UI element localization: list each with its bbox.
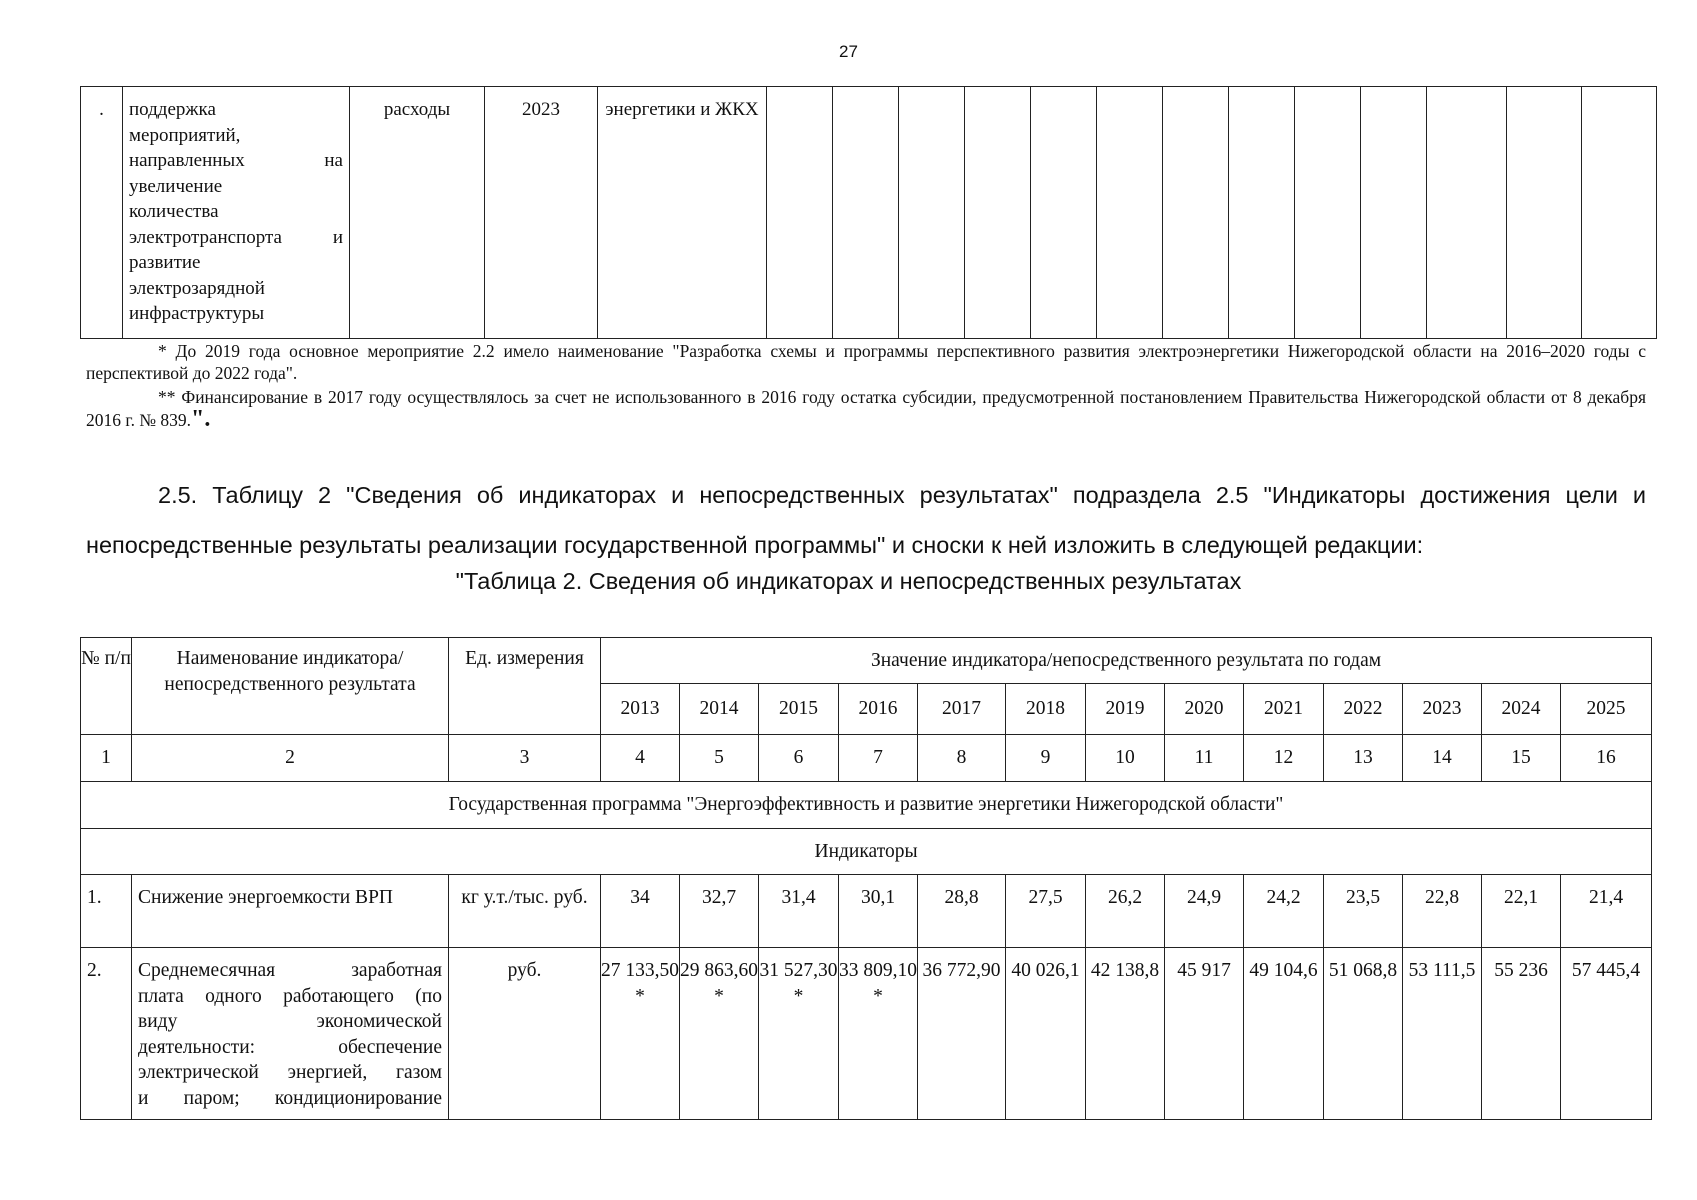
row-value: 24,9 xyxy=(1165,875,1244,948)
row-name xyxy=(132,948,449,1120)
row-value: 33 809,10 * xyxy=(839,948,918,1120)
col-number: 8 xyxy=(918,735,1006,782)
row-value: 28,8 xyxy=(918,875,1006,948)
row-value: 30,1 xyxy=(839,875,918,948)
col-number: 6 xyxy=(759,735,839,782)
row-name-line: плата одного работающего (по xyxy=(138,985,442,1007)
cont-name-line: направленных на xyxy=(129,150,343,171)
header-num: № п/п xyxy=(81,638,132,735)
row-value: 42 138,8 xyxy=(1086,948,1165,1120)
row-name-line: виду экономической xyxy=(138,1011,442,1032)
col-number: 1 xyxy=(81,735,132,782)
year-cell: 2025 xyxy=(1561,684,1652,735)
year-cell: 2024 xyxy=(1482,684,1561,735)
row-value: 36 772,90 xyxy=(918,948,1006,1120)
footnote-2-text: ** Финансирование в 2017 году осуществлялось за счет не использованного в 2016 году остатка субсидии, предусмотренной постановлением Правительства Нижегородской области от 8 декабря 2016 г. № 839. xyxy=(86,387,1646,430)
row-value: 40 026,1 xyxy=(1006,948,1086,1120)
footnotes xyxy=(86,340,1646,431)
col-number: 11 xyxy=(1165,735,1244,782)
col-number: 14 xyxy=(1403,735,1482,782)
row-value: 57 445,4 xyxy=(1561,948,1652,1120)
cont-name-line: электрозарядной xyxy=(129,277,265,299)
cont-empty-cell xyxy=(1163,87,1229,339)
closing-quote: ". xyxy=(191,406,211,432)
col-number: 10 xyxy=(1086,735,1165,782)
cont-empty-cell xyxy=(1097,87,1163,339)
year-cell: 2014 xyxy=(680,684,759,735)
cont-empty-cell xyxy=(833,87,899,339)
row-name-line: и паром; кондиционирование xyxy=(138,1087,442,1109)
year-cell: 2020 xyxy=(1165,684,1244,735)
year-cell: 2018 xyxy=(1006,684,1086,735)
col-number: 4 xyxy=(601,735,680,782)
indicators-section-title: Индикаторы xyxy=(81,829,1652,875)
cont-name-line: поддержка xyxy=(129,99,216,120)
row-value: 29 863,60 * xyxy=(680,948,759,1120)
row-value: 31,4 xyxy=(759,875,839,948)
year-cell: 2013 xyxy=(601,684,680,735)
row-value: 22,1 xyxy=(1482,875,1561,948)
header-unit: Ед. измерения xyxy=(449,638,601,735)
amendment-text: 2.5. Таблицу 2 "Сведения об индикаторах и непосредственных результатах" подраздела 2.5 "Индикаторы достижения цели и непосредственные результаты реализации государственной программы" и сноски к ней изложить в следующей редакции: xyxy=(86,482,1646,558)
cont-name-line: инфраструктуры xyxy=(129,303,265,324)
row-value: 27 133,50 * xyxy=(601,948,680,1120)
cont-name-cell xyxy=(123,87,350,339)
footnote-1: * До 2019 года основное мероприятие 2.2 имело наименование "Разработка схемы и программы перспективного развития электроэнергетики Нижегородской области на 2016–2020 годы с перспективой до 2022 года". xyxy=(86,341,1646,383)
cont-type-cell: расходы xyxy=(350,87,485,339)
cont-empty-cell xyxy=(899,87,965,339)
year-cell: 2015 xyxy=(759,684,839,735)
year-cell: 2023 xyxy=(1403,684,1482,735)
year-cell: 2022 xyxy=(1324,684,1403,735)
header-name: Наименование индикатора/непосредственного результата xyxy=(132,638,449,735)
row-value: 22,8 xyxy=(1403,875,1482,948)
col-number: 7 xyxy=(839,735,918,782)
cont-empty-cell xyxy=(767,87,833,339)
table-row xyxy=(81,948,1652,1120)
page-number: 27 xyxy=(839,42,858,61)
col-number: 5 xyxy=(680,735,759,782)
row-unit: кг у.т./тыс. руб. xyxy=(449,875,601,948)
cont-empty-cell xyxy=(1031,87,1097,339)
year-cell: 2016 xyxy=(839,684,918,735)
cont-num-cell: . xyxy=(81,87,123,339)
row-value: 26,2 xyxy=(1086,875,1165,948)
col-number: 2 xyxy=(132,735,449,782)
indicators-section-row xyxy=(81,829,1652,875)
cont-empty-cell xyxy=(1427,87,1507,339)
row-value: 34 xyxy=(601,875,680,948)
row-value: 53 111,5 xyxy=(1403,948,1482,1120)
cont-name-line: увеличение xyxy=(129,175,223,197)
row-num: 2. xyxy=(81,948,132,1120)
row-value: 51 068,8 xyxy=(1324,948,1403,1120)
continuation-table xyxy=(80,86,1657,339)
row-value: 21,4 xyxy=(1561,875,1652,948)
cont-executor-cell: энергетики и ЖКХ xyxy=(598,87,767,339)
col-number: 12 xyxy=(1244,735,1324,782)
col-number: 15 xyxy=(1482,735,1561,782)
table-title: "Таблица 2. Сведения об индикаторах и непосредственных результатах xyxy=(455,568,1242,594)
cont-empty-cell xyxy=(965,87,1031,339)
row-value: 23,5 xyxy=(1324,875,1403,948)
cont-empty-cell xyxy=(1295,87,1361,339)
row-value: 31 527,30 * xyxy=(759,948,839,1120)
col-number: 3 xyxy=(449,735,601,782)
cont-empty-cell xyxy=(1229,87,1295,339)
column-numbers-row xyxy=(81,735,1652,782)
cont-empty-cell xyxy=(1361,87,1427,339)
program-title: Государственная программа "Энергоэффективность и развитие энергетики Нижегородской области" xyxy=(81,782,1652,829)
cont-name-line: мероприятий, xyxy=(129,124,241,146)
col-number: 16 xyxy=(1561,735,1652,782)
header-row xyxy=(81,638,1652,684)
indicators-table xyxy=(80,637,1652,1120)
cont-name-line: количества xyxy=(129,201,219,222)
row-value: 49 104,6 xyxy=(1244,948,1324,1120)
row-unit: руб. xyxy=(449,948,601,1120)
header-values: Значение индикатора/непосредственного результата по годам xyxy=(601,638,1652,684)
row-value: 55 236 xyxy=(1482,948,1561,1120)
row-value: 24,2 xyxy=(1244,875,1324,948)
row-value: 45 917 xyxy=(1165,948,1244,1120)
row-name-line: электрической энергией, газом xyxy=(138,1062,442,1083)
footnote-2 xyxy=(86,386,1646,431)
cont-name-line: электротранспорта и xyxy=(129,226,343,248)
amendment-paragraph xyxy=(86,470,1646,570)
row-name-line: Среднемесячная заработная xyxy=(138,960,442,981)
row-name: Снижение энергоемкости ВРП xyxy=(132,875,449,948)
row-num: 1. xyxy=(81,875,132,948)
continuation-row xyxy=(81,87,1657,339)
table-row xyxy=(81,875,1652,948)
program-row xyxy=(81,782,1652,829)
year-cell: 2021 xyxy=(1244,684,1324,735)
cont-year-cell: 2023 xyxy=(485,87,598,339)
cont-name-line: развитие xyxy=(129,252,201,273)
row-value: 32,7 xyxy=(680,875,759,948)
col-number: 13 xyxy=(1324,735,1403,782)
cont-empty-cell xyxy=(1582,87,1657,339)
row-name-line: деятельности: обеспечение xyxy=(138,1036,442,1058)
cont-empty-cell xyxy=(1507,87,1582,339)
col-number: 9 xyxy=(1006,735,1086,782)
row-value: 27,5 xyxy=(1006,875,1086,948)
year-cell: 2017 xyxy=(918,684,1006,735)
year-cell: 2019 xyxy=(1086,684,1165,735)
